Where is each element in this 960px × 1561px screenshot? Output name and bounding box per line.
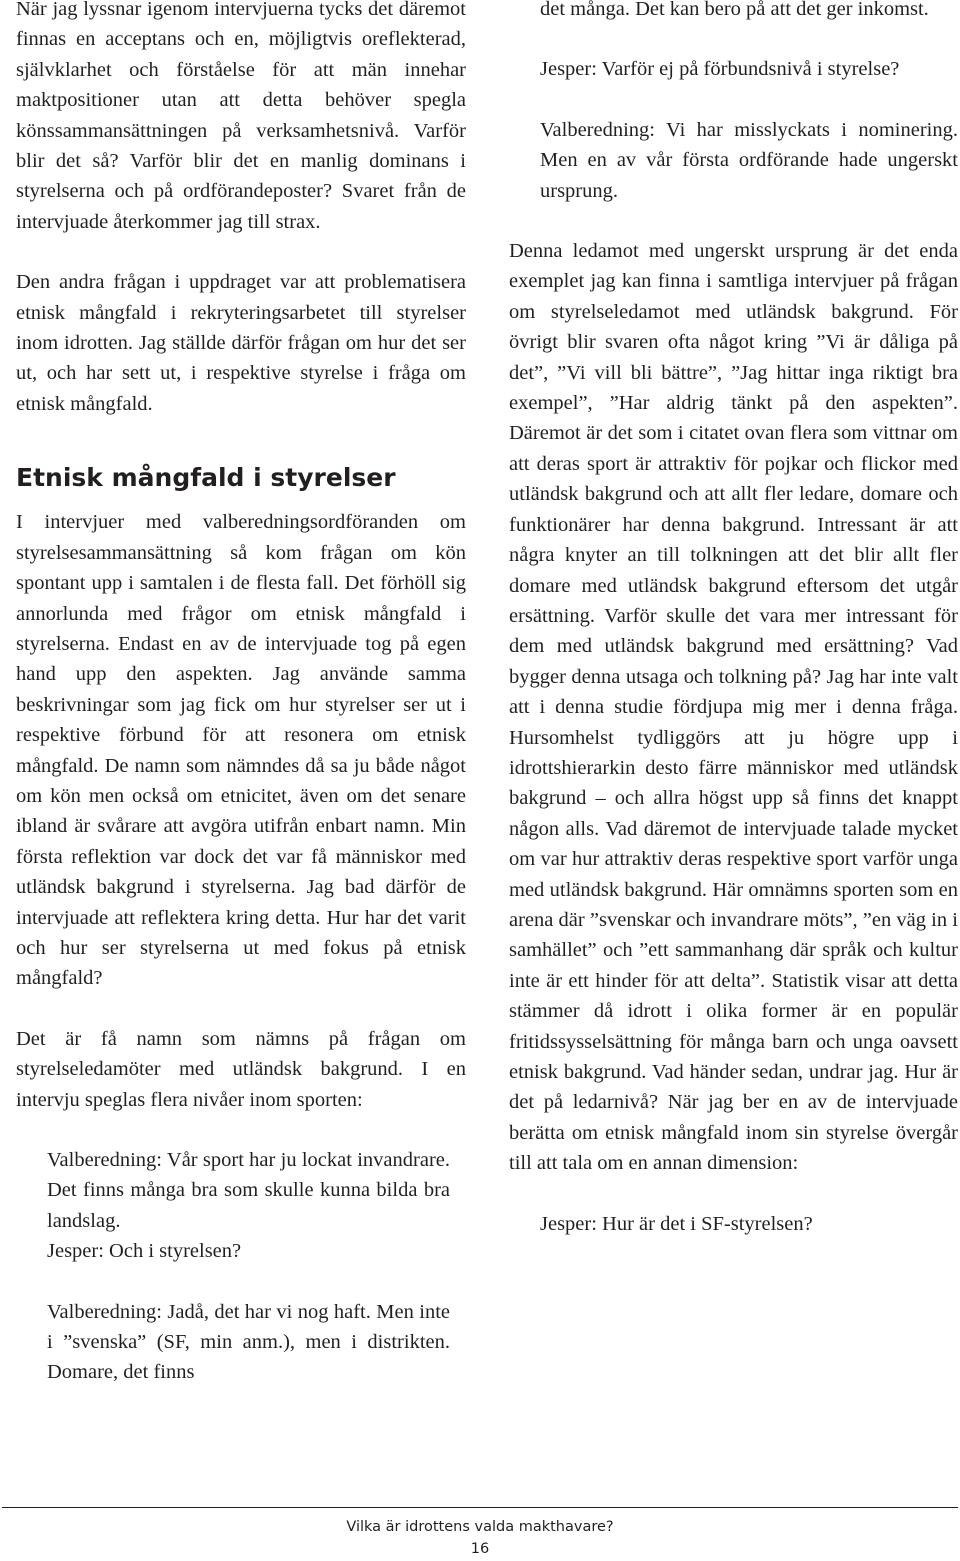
interview-quote-continued [509,0,958,206]
left-column [16,0,466,1388]
page-number: 16 [470,1541,490,1557]
footer-title: Vilka är idrottens valda makthavare? [346,1519,614,1535]
right-column [509,0,958,1239]
quote-jesper-1: Jesper: Och i styrelsen? [47,1240,242,1263]
paragraph-interviews: I intervjuer med valberedningsordföranden om styrelsesammansättning så kom frågan om kön spontant upp i samtalen i de flesta fall. Det förhöll sig annorlunda med frågor om etnisk mångfald i styrelserna. Endast en av de intervjuade tog på egen hand upp den aspekten. Jag använde samma beskrivningar som jag fick om hur styrelser ser ut i respektive förbund för att resonera om etnisk mångfald. De namn som nämndes då sa ju både något om kön men också om etnicitet, även om det senare ibland är svårare att avgöra utifrån enbart namn. Min första reflektion var dock det var få människor med utländsk bakgrund i styrelserna. Jag bad därför de intervjuade att reflektera kring detta. Hur har det varit och hur ser styrelserna ut med fokus på etnisk mångfald? [16,511,466,990]
quote-jesper-2: Jesper: Varför ej på förbundsnivå i styrelse? [540,58,900,81]
section-heading: Etnisk mångfald i styrelser [16,463,396,493]
quote-valberedning-2: Valberedning: Jadå, det har vi nog haft. Men inte i ”svenska” (SF, min anm.), men i distrikten. Domare, det finns [47,1300,450,1384]
footer-divider [2,1507,958,1508]
quote-continuation: det många. Det kan bero på att det ger inkomst. [540,0,929,20]
paragraph-second-question: Den andra frågan i uppdraget var att problematisera etnisk mångfald i rekryteringsarbetet till styrelser inom idrotten. Jag ställde därför frågan om hur det ser ut, och har sett ut, i respektive styrelse i fråga om etnisk mångfald. [16,271,466,415]
quote-valberedning-3: Valberedning: Vi har misslyckats i nominering. Men en av vår första ordförande hade ungerskt ursprung. [540,118,958,202]
quote-jesper-3: Jesper: Hur är det i SF-styrelsen? [540,1212,813,1235]
quote-valberedning-1: Valberedning: Vår sport har ju lockat invandrare. Det finns många bra som skulle kunna bilda bra landslag. [47,1149,450,1232]
interview-quote-block [16,1145,466,1388]
paragraph-hungarian-member: Denna ledamot med ungerskt ursprung är det enda exemplet jag kan finna i samtliga intervjuer på frågan om styrelseledamot med utländsk bakgrund. För övrigt blir svaren ofta något kring ”Vi är dåliga på det”, ”Vi vill bli bättre”, ”Jag hittar inga riktigt bra exempel”, ”Har aldrig tänkt på den aspekten”. Däremot är det som i citatet ovan flera som vittnar om att deras sport är attraktiv för pojkar och flickor med utländsk bakgrund och att allt fler ledare, domare och funktionärer har denna bakgrund. Intressant är att några knyter an till tolkningen att det blir allt fler domare med utländsk bakgrund eftersom det utgår ersättning. Varför skulle det vara mer intressant för dem med utländsk bakgrund med ersättning? Vad bygger denna utsaga och tolkning på? Jag har inte valt att i denna studie fördjupa mig mer i denna fråga. Hursomhelst tydliggörs att ju högre upp i idrottshierarkin desto färre människor med utländsk bakgrund – och allra högst upp så finns det knappt någon alls. Vad däremot de intervjuade talade mycket om var hur attraktiv deras respektive sport varför unga med utländsk bakgrund. Här omnämns sporten som en arena där ”svenskar och invandrare möts”, ”en väg in i samhället” och ”ett sammanhang där språk och kultur inte är ett hinder för att delta”. Statistik visar att detta stämmer då idrott i olika former är en populär fritidssysselsättning för många barn och unga oavsett etnisk bakgrund. Vad händer sedan, undrar jag. Hur är det på ledarnivå? När jag ber en av de intervjuade berätta om etnisk mångfald inom sin styrelse övergår till att tala om en annan dimension: [509,240,958,1175]
paragraph-few-names: Det är få namn som nämns på frågan om styrelseledamöter med utländsk bakgrund. I en intervju speglas flera nivåer inom sporten: [16,1027,466,1111]
paragraph-intro: När jag lyssnar igenom intervjuerna tycks det däremot finnas en acceptans och en, möjligtvis oreflekterad, självklarhet och förståelse för att män innehar maktpositioner utan att detta behöver spegla könssammansättningen på verksamhetsnivå. Varför blir det så? Varför blir det en manlig dominans i styrelserna och på ordförandeposter? Svaret från de intervjuade återkommer jag till strax. [16,0,466,233]
interview-quote-final [509,1209,958,1239]
